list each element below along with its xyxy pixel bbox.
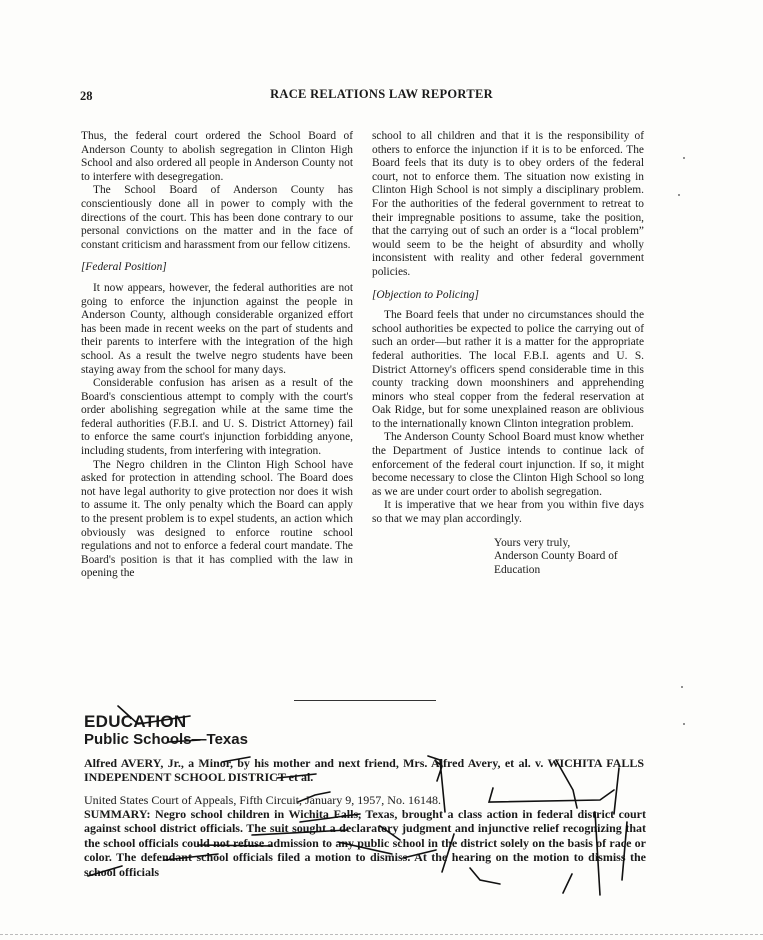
letter-closing bbox=[494, 537, 644, 578]
right-paragraph-1: school to all children and that it is the responsibility of others to enforce the injunction if it is to be enforced. The Board feels that its duty is to obey orders of the federal court, not to enforce them. The situation now existing in Clinton High School is not simply a disciplinary problem. For the authorities of the federal government to retreat to their impregnable positions to assume, take the position, that the carrying out of such an order is a “local problem” would seem to be the height of absurdity and wholly inconsistent with reality and other federal government policies. bbox=[372, 130, 644, 278]
closing-line-3: Education bbox=[494, 563, 541, 576]
right-paragraph-2: The Board feels that under no circumstances should the school authorities be expected to police the carrying out of such an order—but rather it is a matter for the appropriate federal authorities. The local F.B.I. agents and U. S. District Attorney's officers spend considerable time in this county tracking down moonshiners and apprehending minors who steal copper from the federal reservation at Oak Ridge, but for some unexplained reason are oblivious to the internationally known Clinton integration problem. bbox=[372, 309, 644, 430]
summary-text: Negro school children in Wichita Falls, Texas, brought a class action in federal district court against school district officials. The suit sought a declaratory judgment and injunctive relief recognizing that the school officials could not refuse admission to any public school in the district solely on the basis of race or color. The defendant school officials filed a motion to dismiss. At the hearing on the motion to dismiss the school officials bbox=[84, 807, 646, 879]
left-column bbox=[81, 130, 353, 581]
case-summary bbox=[84, 807, 646, 879]
right-paragraph-3: The Anderson County School Board must know whether the Department of Justice intends to continue lack of enforcement of the federal court injunction. If so, it might become necessary to close the Clinton High School so long as we are under court order to abolish segregation. bbox=[372, 431, 644, 498]
summary-label: SUMMARY: bbox=[84, 807, 151, 821]
right-paragraph-4: It is imperative that we hear from you within five days so that we may plan accordingly. bbox=[372, 499, 644, 526]
left-paragraph-3: It now appears, however, the federal authorities are not going to enforce the injunction against the people in Anderson County, although considerable organized effort has been made in recent weeks on the part of students and their parents to interfere with the integration of the high school. As a result the twelve negro students have been staying away from the school for many days. bbox=[81, 281, 353, 376]
page-bottom-edge bbox=[0, 934, 763, 935]
left-paragraph-1: Thus, the federal court ordered the School Board of Anderson County to abolish segregation in Clinton High School and also ordered all people in Anderson County not to interfere with desegregation. bbox=[81, 130, 353, 183]
section-title: EDUCATION bbox=[84, 712, 187, 731]
subhead-objection-to-policing: [Objection to Policing] bbox=[372, 288, 479, 301]
right-column bbox=[372, 130, 644, 577]
subhead-federal-position: [Federal Position] bbox=[81, 261, 167, 274]
case-caption: Alfred AVERY, Jr., a Minor, by his mother and next friend, Mrs. Alfred Avery, et al. v. WICHITA FALLS INDEPENDENT SCHOOL DISTRICT et al. bbox=[84, 756, 644, 784]
section-subtitle: Public Schools—Texas bbox=[84, 731, 248, 748]
left-paragraph-2: The School Board of Anderson County has conscientiously done all in power to comply with the directions of the court. This has been done contrary to our personal convictions on the matter and in the face of constant criticism and harassment from our fellow citizens. bbox=[81, 184, 353, 251]
closing-line-1: Yours very truly, bbox=[494, 536, 571, 549]
closing-line-2: Anderson County Board of bbox=[494, 550, 618, 563]
section-divider bbox=[294, 700, 436, 701]
case-citation: United States Court of Appeals, Fifth Circuit, January 9, 1957, No. 16148. bbox=[84, 793, 441, 807]
left-paragraph-5: The Negro children in the Clinton High School have asked for protection in attending school. The Board does not have legal authority to give protection nor does it wish to assume it. The only penalty which the Board can apply to the present problem is to expel students, an action which obviously was designed to enforce routine school regulations and not to enforce a federal court mandate. The Board's position is that it has complied with the law in opening the bbox=[81, 458, 353, 580]
page-number: 28 bbox=[80, 89, 93, 103]
left-paragraph-4: Considerable confusion has arisen as a result of the Board's conscientious attempt to comply with the court's order abolishing segregation while at the same time the federal authorities (F.B.I. and U. S. District Attorney) fail to enforce the same court's injunction forbidding anyone, including students, from interfering with integration. bbox=[81, 377, 353, 458]
running-head: RACE RELATIONS LAW REPORTER bbox=[270, 87, 493, 101]
